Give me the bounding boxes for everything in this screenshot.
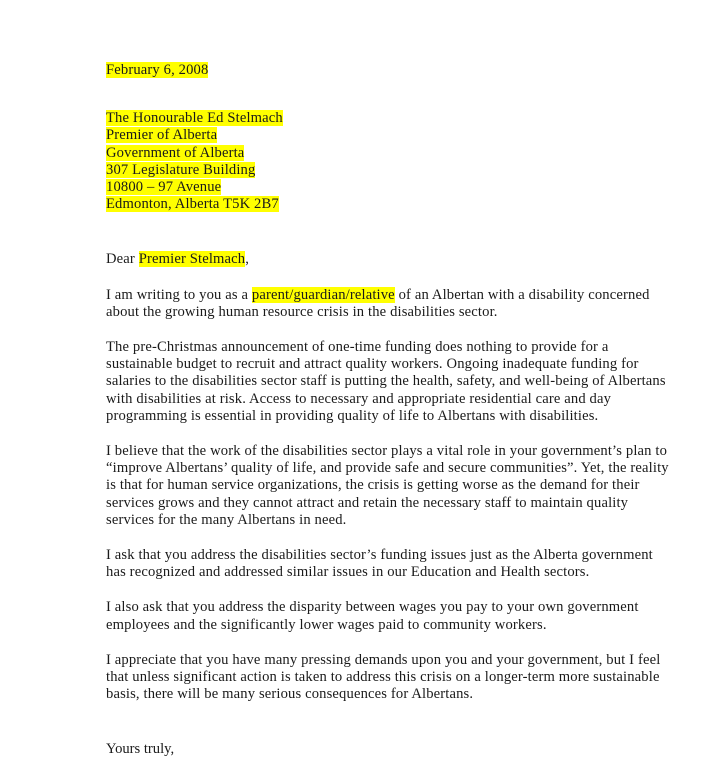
closing-salutation: Yours truly, [106,741,175,758]
recipient-address-line-3 [106,196,672,213]
recipient-address-line-3-text: Edmonton, Alberta T5K 2B7 [106,196,279,213]
recipient-address-line-1 [106,162,672,179]
recipient-organization [106,145,672,162]
spacer-date-to-address [106,79,672,110]
paragraph-6: I appreciate that you have many pressing demands upon you and your government, but I feel that unless significant action is taken to address this crisis on a longer-term more sustainable basis, there will be many serious consequences for Albertans. [106,651,661,703]
recipient-organization-text: Government of Alberta [106,144,245,161]
spacer-body-to-closing [106,703,672,741]
spacer-p5-p6 [106,634,672,652]
paragraph-2: The pre-Christmas announcement of one-time funding does nothing to provide for a sustainable budget to recruit and attract quality workers. Ongoing inadequate funding for salaries to the disabilities sector staff is putting the health, safety, and well-being of Albertans with disabilities at risk. Access to necessary and appropriate residential care and day programming is essential in providing quality of life to Albertans with disabilities. [106,339,666,424]
letter-date [106,62,672,79]
paragraph-5: I also ask that you address the disparity between wages you pay to your own government employees and the significantly lower wages paid to community workers. [106,599,639,633]
paragraph-1 [106,287,672,321]
recipient-name-text: The Honourable Ed Stelmach [106,110,283,127]
recipient-name [106,110,672,127]
letter-date-text: February 6, 2008 [106,62,209,78]
salutation [106,251,672,268]
paragraph-1-before: I am writing to you as a [106,286,252,303]
spacer-p1-p2 [106,321,672,339]
paragraph-1-highlight: parent/guardian/relative [251,286,395,303]
spacer-address-to-salutation [106,213,672,251]
spacer-p3-p4 [106,529,672,547]
salutation-prefix: Dear [106,251,139,268]
paragraph-4: I ask that you address the disabilities sector’s funding issues just as the Alberta government has recognized and addressed similar issues in our Education and Health sectors. [106,547,653,581]
spacer-p4-p5 [106,581,672,599]
recipient-address-line-2-text: 10800 – 97 Avenue [106,179,222,196]
recipient-title-text: Premier of Alberta [106,127,218,144]
spacer-salutation-to-body [106,269,672,287]
paragraph-1-after: of an Albertan with a disability concerned about the growing human resource crisis in the disabilities sector. [106,286,650,320]
salutation-suffix: , [245,251,250,268]
recipient-address-line-1-text: 307 Legislature Building [106,161,256,178]
recipient-title [106,127,672,144]
letter-body [106,62,672,759]
paragraph-3: I believe that the work of the disabilities sector plays a vital role in your government’s plan to “improve Albertans’ quality of life, and provide safe and secure communities”. Yet, the reality is that for human service organizations, the crisis is getting worse as the demand for their services grows and they cannot attract and retain the necessary staff to maintain quality services for the many Albertans in need. [106,443,669,528]
recipient-address-line-2 [106,179,672,196]
salutation-name: Premier Stelmach [138,251,246,268]
spacer-p2-p3 [106,425,672,443]
